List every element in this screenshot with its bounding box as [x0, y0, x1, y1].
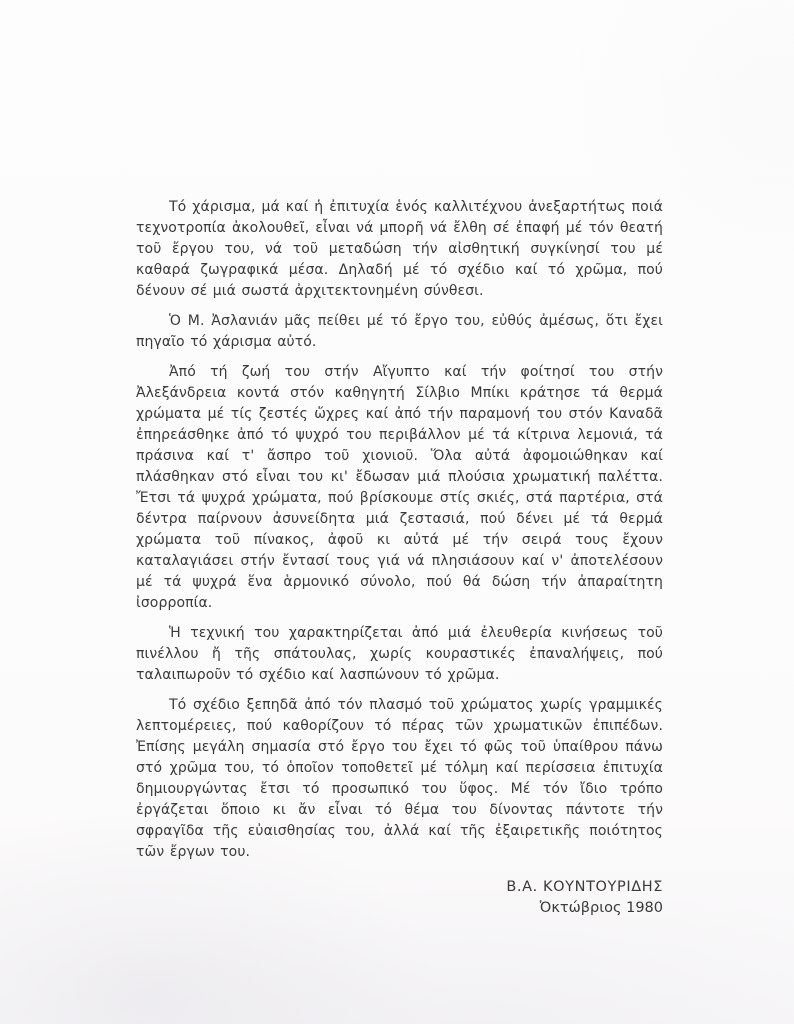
signature-date: Ὀκτώβριος 1980	[539, 900, 663, 916]
paragraph-2: Ὁ Μ. Ἀσλανιάν μᾶς πείθει μέ τό ἔργο του, εὐθύς ἀμέσως, ὅτι ἔχει πηγαῖο τό χάρισμα αὐτό.	[136, 313, 663, 350]
paragraph-1: Τό χάρισμα, μά καί ἡ ἐπιτυχία ἑνός καλλιτέχνου ἀνεξαρτήτως ποιά τεχνοτροπία ἀκολουθεῖ, εἶναι νά μπορῆ νά ἔλθη σέ ἐπαφή μέ τόν θεατή τοῦ ἔργου του, νά τοῦ μεταδώση τήν αἰσθητική συγκίνησί του μέ καθαρά ζωγραφικά μέσα. Δηλαδή μέ τό σχέδιο καί τό χρῶμα, πού δένουν σέ μιά σωστά ἀρχιτεκτονημένη σύνθεσι.	[136, 199, 663, 299]
paragraph-5: Τό σχέδιο ξεπηδᾶ ἀπό τόν πλασμό τοῦ χρώματος χωρίς γραμμικές λεπτομέρειες, πού καθορίζουν τό πέρας τῶν χρωματικῶν ἐπιπέδων. Ἐπίσης μεγάλη σημασία στό ἔργο του ἔχει τό φῶς τοῦ ὑπαίθρου πάνω στό χρῶμα του, τό ὁποῖον τοποθετεῖ μέ τόλμη καί περίσσεια ἐπιτυχία δημιουργώντας ἔτσι τό προσωπικό του ὕφος. Μέ τόν ἴδιο τρόπο ἐργάζεται ὅποιο κι ἄν εἶναι τό θέμα του δίνοντας πάντοτε τήν σφραγῖδα τῆς εὐαισθησίας του, ἀλλά καί τῆς ἐξαιρετικῆς ποιότητος τῶν ἔργων του.	[136, 697, 663, 860]
letter-body	[136, 197, 663, 919]
signature-name: Β.Α. ΚΟΥΝΤΟΥΡΙΔΗΣ	[506, 879, 663, 895]
paragraph-3: Ἀπό τή ζωή του στήν Αἴγυπτο καί τήν φοίτησί του στήν Ἀλεξάνδρεια κοντά στόν καθηγητή Σίλβιο Μπίκι κράτησε τά θερμά χρώματα μέ τίς ζεστές ὤχρες καί ἀπό τήν παραμονή του στόν Καναδᾶ ἐπηρεάσθηκε ἀπό τό ψυχρό του περιβάλλον μέ τά κίτρινα λεμονιά, τά πράσινα καί τ' ἄσπρο τοῦ χιονιοῦ. Ὅλα αὐτά ἀφομοιώθηκαν καί πλάσθηκαν στό εἶναι του κι' ἔδωσαν μιά πλούσια χρωματική παλέττα. Ἔτσι τά ψυχρά χρώματα, πού βρίσκουμε στίς σκιές, στά παρτέρια, στά δέντρα παίρνουν ἀσυνείδητα μιά ζεστασιά, πού δένει μέ τά θερμά χρώματα τοῦ πίνακος, ἀφοῦ κι αὐτά μέ τήν σειρά τους ἔχουν καταλαγιάσει στήν ἔντασί τους γιά νά πλησιάσουν καί ν' ἀποτελέσουν μέ τά ψυχρά ἕνα ἁρμονικό σύνολο, πού θά δώση τήν ἀπαραίτητη ἰσορροπία.	[136, 364, 663, 611]
signature-block	[136, 877, 663, 919]
paragraph-4: Ἡ τεχνική του χαρακτηρίζεται ἀπό μιά ἐλευθερία κινήσεως τοῦ πινέλλου ἤ τῆς σπάτουλας, χωρίς κουραστικές ἐπαναλήψεις, πού ταλαιπωροῦν τό σχέδιο καί λασπώνουν τό χρῶμα.	[136, 625, 663, 683]
